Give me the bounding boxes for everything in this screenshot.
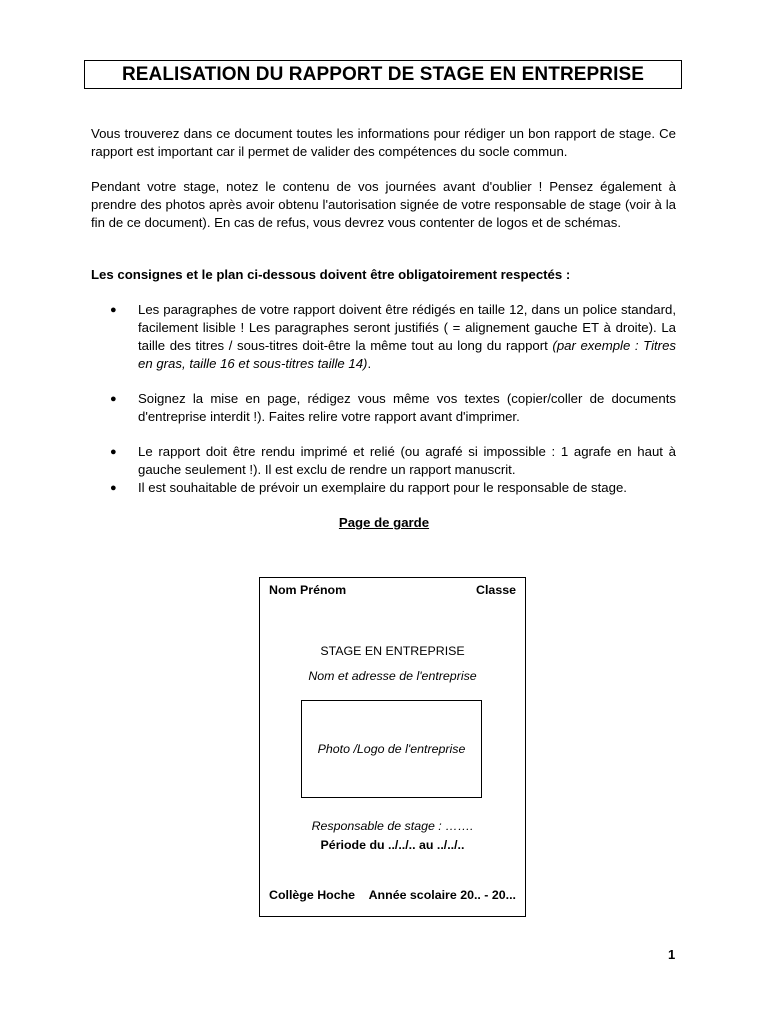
page-number: 1 xyxy=(668,947,676,962)
spacer xyxy=(110,426,676,443)
bullet-icon: ● xyxy=(110,393,117,405)
bullet-icon: ● xyxy=(110,446,117,458)
cover-class-label: Classe xyxy=(476,583,516,597)
cover-stage-title: STAGE EN ENTREPRISE xyxy=(320,644,465,658)
instructions-list xyxy=(110,301,676,497)
cover-photo-label: Photo /Logo de l'entreprise xyxy=(317,742,466,756)
bullet-icon: ● xyxy=(110,304,117,316)
cover-periode: Période du ../../.. au ../../.. xyxy=(320,838,465,852)
bullet-text: Il est souhaitable de prévoir un exemplaire du rapport pour le responsable de stage. xyxy=(138,480,627,495)
cover-responsable: Responsable de stage : ……. xyxy=(311,819,474,833)
bullet-text: Soignez la mise en page, rédigez vous même vos textes (copier/coller de documents d'entreprise interdit !). Faites relire votre rapport avant d'imprimer. xyxy=(138,391,676,424)
cover-page-heading: Page de garde xyxy=(338,515,430,530)
list-item xyxy=(110,479,676,497)
intro-paragraph: Vous trouverez dans ce document toutes les informations pour rédiger un bon rapport de stage. Ce rapport est important car il permet de valider des compétences du socle commun. xyxy=(91,126,676,159)
document-title xyxy=(84,60,682,89)
list-item xyxy=(110,390,676,426)
cover-school: Collège Hoche xyxy=(269,888,356,902)
bullet-text: Les paragraphes de votre rapport doivent être rédigés en taille 12, dans un police standard, facilement lisible ! Les paragraphes seront justifiés ( = alignement gauche ET à droite). La taille des titres / sous-titres doit-être la même tout au long du rapport xyxy=(138,302,676,353)
bullet-icon: ● xyxy=(110,482,117,494)
list-item xyxy=(110,301,676,373)
bullet-example: (par exemple : Titres en gras, taille 16 et sous-titres taille 14) xyxy=(138,338,676,371)
spacer xyxy=(110,373,676,390)
bullet-text: Le rapport doit être rendu imprimé et relié (ou agrafé si impossible : 1 agrafe en haut à gauche seulement !). Il est exclu de rendre un rapport manuscrit. xyxy=(138,444,676,477)
cover-year: Année scolaire 20.. - 20... xyxy=(368,888,516,902)
cover-name-label: Nom Prénom xyxy=(269,583,347,597)
document-title-text: REALISATION DU RAPPORT DE STAGE EN ENTREPRISE xyxy=(121,63,645,85)
cover-page-template xyxy=(259,577,526,917)
cover-photo-placeholder xyxy=(301,700,482,798)
list-item xyxy=(110,443,676,479)
cover-company-line: Nom et adresse de l'entreprise xyxy=(308,669,477,683)
instructions-heading: Les consignes et le plan ci-dessous doivent être obligatoirement respectés : xyxy=(91,267,571,282)
bullet-end: . xyxy=(367,356,372,371)
photo-paragraph: Pendant votre stage, notez le contenu de vos journées avant d'oublier ! Pensez également à prendre des photos après avoir obtenu l'autorisation signée de votre responsable de stage (voir à la fin de ce document). En cas de refus, vous devrez vous contenter de logos et de schémas. xyxy=(91,179,676,230)
